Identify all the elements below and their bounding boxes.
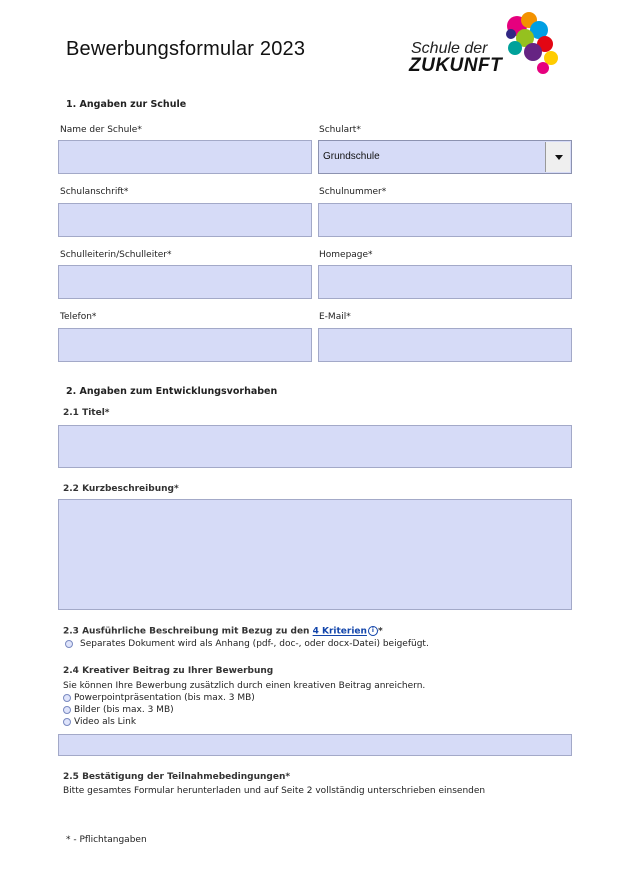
schulart-label: Schulart* xyxy=(319,125,361,135)
chevron-down-icon xyxy=(555,155,563,160)
teilnahmebedingungen-desc: Bitte gesamtes Formular herunterladen und auf Seite 2 vollständig unterschrieben einsenden xyxy=(63,786,486,796)
name-der-schule-input[interactable] xyxy=(58,140,312,174)
video-link-input[interactable] xyxy=(58,734,572,756)
section-2-heading: 2. Angaben zum Entwicklungsvorhaben xyxy=(66,386,278,397)
homepage-label: Homepage* xyxy=(319,250,373,260)
powerpoint-option xyxy=(63,693,255,703)
logo-text-line1: Schule der xyxy=(411,40,488,57)
pflichtangaben-note: * - Pflichtangaben xyxy=(66,835,147,845)
kurzbeschreibung-label: 2.2 Kurzbeschreibung* xyxy=(63,484,179,494)
info-icon[interactable]: i xyxy=(368,626,378,636)
telefon-input[interactable] xyxy=(58,328,312,362)
section-1-heading: 1. Angaben zur Schule xyxy=(66,99,187,110)
titel-label: 2.1 Titel* xyxy=(63,408,110,418)
schulanschrift-label: Schulanschrift* xyxy=(60,187,129,197)
kreativer-beitrag-label: 2.4 Kreativer Beitrag zu Ihrer Bewerbung xyxy=(63,666,274,676)
schulart-select[interactable] xyxy=(318,140,572,174)
email-label: E-Mail* xyxy=(319,312,351,322)
kriterien-link[interactable]: 4 Kriterien xyxy=(312,626,367,637)
schulanschrift-input[interactable] xyxy=(58,203,312,237)
video-radio[interactable] xyxy=(63,718,71,726)
schulnummer-input[interactable] xyxy=(318,203,572,237)
schule-der-zukunft-logo xyxy=(405,8,565,80)
homepage-input[interactable] xyxy=(318,265,572,299)
schulnummer-label: Schulnummer* xyxy=(319,187,387,197)
bilder-option-label: Bilder (bis max. 3 MB) xyxy=(74,705,174,715)
kreativer-beitrag-desc: Sie können Ihre Bewerbung zusätzlich durch einen kreativen Beitrag anreichern. xyxy=(63,681,426,691)
name-der-schule-label: Name der Schule* xyxy=(60,125,142,135)
beschreibung-label-text: 2.3 Ausführliche Beschreibung mit Bezug zu den xyxy=(63,626,313,637)
email-input[interactable] xyxy=(318,328,572,362)
beschreibung-label xyxy=(63,626,383,637)
powerpoint-option-label: Powerpointpräsentation (bis max. 3 MB) xyxy=(74,693,255,703)
schulart-dropdown-button[interactable] xyxy=(545,142,570,172)
schulleitung-input[interactable] xyxy=(58,265,312,299)
required-asterisk: * xyxy=(377,626,383,637)
page-title: Bewerbungsformular 2023 xyxy=(66,38,306,60)
telefon-label: Telefon* xyxy=(60,312,97,322)
schulart-selected-value: Grundschule xyxy=(323,151,380,162)
powerpoint-radio[interactable] xyxy=(63,694,71,702)
anhang-radio[interactable] xyxy=(65,640,73,648)
anhang-option-label: Separates Dokument wird als Anhang (pdf-, doc-, oder docx-Datei) beigefügt. xyxy=(80,639,429,649)
video-option xyxy=(63,717,136,727)
logo-text-line2: ZUKUNFT xyxy=(409,55,503,76)
anhang-option xyxy=(65,639,429,649)
teilnahmebedingungen-label: 2.5 Bestätigung der Teilnahmebedingungen* xyxy=(63,772,291,782)
bilder-radio[interactable] xyxy=(63,706,71,714)
titel-input[interactable] xyxy=(58,425,572,468)
video-option-label: Video als Link xyxy=(74,717,137,727)
bilder-option xyxy=(63,705,174,715)
kurzbeschreibung-textarea[interactable] xyxy=(58,499,572,610)
schulleitung-label: Schulleiterin/Schulleiter* xyxy=(60,250,172,260)
